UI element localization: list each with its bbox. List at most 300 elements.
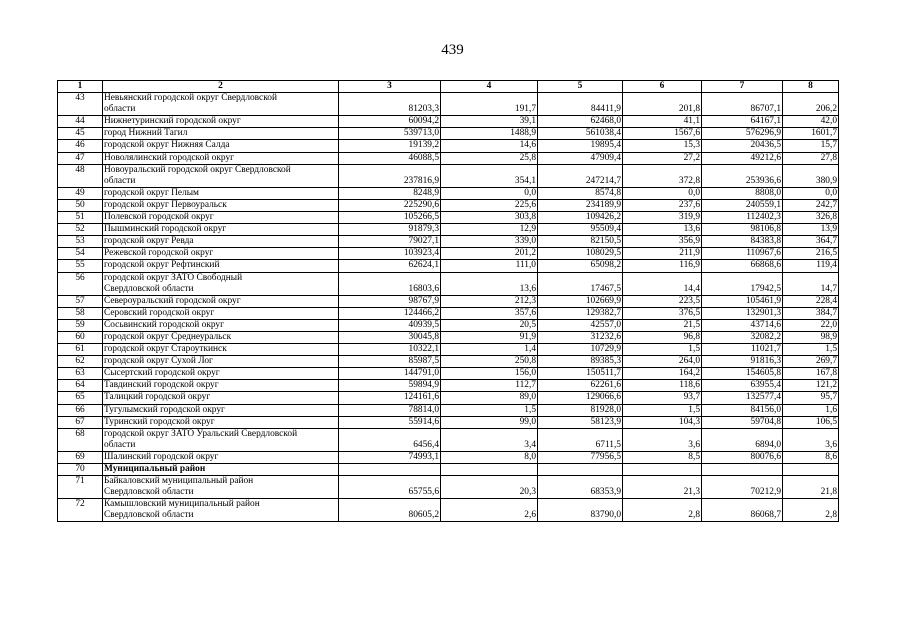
value-cell-col-8: 167,8 xyxy=(783,368,839,380)
municipality-name xyxy=(103,187,339,199)
municipality-name-line: Сосьвинский городской округ xyxy=(104,319,224,330)
municipality-name-line: Североуральский городской округ xyxy=(104,295,241,306)
value-cell-col-7: 240559,1 xyxy=(702,199,783,211)
value-cell-col-6: 13,6 xyxy=(623,224,702,236)
value-cell-col-4: 99,0 xyxy=(441,416,538,428)
table-body xyxy=(58,93,839,522)
value-cell-col-8: 106,5 xyxy=(783,416,839,428)
value-cell-col-3: 144791,0 xyxy=(339,368,441,380)
row-number: 70 xyxy=(58,464,103,476)
municipality-name-line: Свердловской области xyxy=(104,283,194,294)
municipality-name-line: Туринский городской округ xyxy=(104,416,215,427)
municipality-name-line: городской округ Рефтинский xyxy=(104,260,220,271)
value-cell-col-6: 96,8 xyxy=(623,331,702,343)
table-row xyxy=(58,224,839,236)
value-cell-col-3: 124161,6 xyxy=(339,392,441,404)
value-cell-col-5: 68353,9 xyxy=(538,476,623,499)
value-cell-col-4: 20,5 xyxy=(441,319,538,331)
value-cell-col-6: 21,5 xyxy=(623,319,702,331)
value-cell-col-6: 0,0 xyxy=(623,187,702,199)
municipality-name xyxy=(103,476,339,499)
value-cell-col-8: 98,9 xyxy=(783,331,839,343)
value-cell-col-3: 59894,9 xyxy=(339,380,441,392)
value-cell-col-7: 132577,4 xyxy=(702,392,783,404)
row-number: 55 xyxy=(58,260,103,272)
value-cell-col-8: 216,5 xyxy=(783,248,839,260)
value-cell-col-6: 201,8 xyxy=(623,93,702,116)
municipality-name-line: Режевской городской округ xyxy=(104,248,214,259)
municipality-name-line: Камышловский муниципальный район xyxy=(104,499,260,510)
value-cell-col-8: 1,6 xyxy=(783,404,839,416)
value-cell-col-3: 46088,5 xyxy=(339,152,441,164)
value-cell-col-5: 6711,5 xyxy=(538,428,623,451)
value-cell-col-4: 111,0 xyxy=(441,260,538,272)
municipality-name xyxy=(103,140,339,152)
municipality-name xyxy=(103,331,339,343)
value-cell-col-7: 70212,9 xyxy=(702,476,783,499)
value-cell-col-6: 1,5 xyxy=(623,404,702,416)
value-cell-col-8: 21,8 xyxy=(783,476,839,499)
table-row xyxy=(58,199,839,211)
municipality-name-line: Полевской городской округ xyxy=(104,212,214,223)
value-cell-col-4: 225,6 xyxy=(441,199,538,211)
value-cell-col-6: 27,2 xyxy=(623,152,702,164)
value-cell-col-4: 89,0 xyxy=(441,392,538,404)
value-cell-col-6: 237,6 xyxy=(623,199,702,211)
value-cell-col-5: 17467,5 xyxy=(538,272,623,295)
value-cell-col-7: 110967,6 xyxy=(702,248,783,260)
row-number: 43 xyxy=(58,93,103,116)
row-number: 72 xyxy=(58,499,103,522)
value-cell-col-5: 82150,5 xyxy=(538,236,623,248)
value-cell-col-3: 103923,4 xyxy=(339,248,441,260)
value-cell-col-3: 62624,1 xyxy=(339,260,441,272)
value-cell-col-6: 376,5 xyxy=(623,307,702,319)
value-cell-col-3: 91879,3 xyxy=(339,224,441,236)
row-number: 45 xyxy=(58,128,103,140)
municipality-name xyxy=(103,404,339,416)
row-number: 47 xyxy=(58,152,103,164)
value-cell-col-4: 212,3 xyxy=(441,295,538,307)
value-cell-col-8: 384,7 xyxy=(783,307,839,319)
value-cell-col-8: 2,8 xyxy=(783,499,839,522)
value-cell-col-6: 1567,6 xyxy=(623,128,702,140)
value-cell-col-3: 237816,9 xyxy=(339,164,441,187)
municipality-name xyxy=(103,319,339,331)
municipality-name xyxy=(103,356,339,368)
value-cell-col-5: 109426,2 xyxy=(538,212,623,224)
value-cell-col-3: 124466,2 xyxy=(339,307,441,319)
value-cell-col-8: 15,7 xyxy=(783,140,839,152)
value-cell-col-7: 84383,8 xyxy=(702,236,783,248)
municipality-name xyxy=(103,451,339,463)
value-cell-col-5: 47909,4 xyxy=(538,152,623,164)
header-cell: 6 xyxy=(623,81,702,93)
municipality-name xyxy=(103,295,339,307)
table-row xyxy=(58,464,839,476)
value-cell-col-4: 339,0 xyxy=(441,236,538,248)
municipality-name-line: Нижнетуринский городской округ xyxy=(104,116,241,127)
municipality-name xyxy=(103,128,339,140)
value-cell-col-7: 91816,3 xyxy=(702,356,783,368)
municipality-name xyxy=(103,199,339,211)
value-cell-col-7: 132901,3 xyxy=(702,307,783,319)
table-row xyxy=(58,416,839,428)
value-cell-col-4: 1,5 xyxy=(441,404,538,416)
value-cell-col-7: 63955,4 xyxy=(702,380,783,392)
value-cell-col-7 xyxy=(702,464,783,476)
row-number: 64 xyxy=(58,380,103,392)
value-cell-col-5: 10729,9 xyxy=(538,344,623,356)
table-row xyxy=(58,272,839,295)
row-number: 67 xyxy=(58,416,103,428)
municipality-name-line: городской округ ЗАТО Уральский Свердловской xyxy=(104,428,298,439)
value-cell-col-4: 354,1 xyxy=(441,164,538,187)
value-cell-col-3 xyxy=(339,464,441,476)
value-cell-col-8: 0,0 xyxy=(783,187,839,199)
value-cell-col-8: 228,4 xyxy=(783,295,839,307)
value-cell-col-3: 105266,5 xyxy=(339,212,441,224)
value-cell-col-3: 98767,9 xyxy=(339,295,441,307)
value-cell-col-5 xyxy=(538,464,623,476)
municipality-name xyxy=(103,380,339,392)
municipality-name xyxy=(103,368,339,380)
header-cell: 8 xyxy=(783,81,839,93)
municipality-name-line: Новоуральский городской округ Свердловской xyxy=(104,164,291,175)
header-cell: 5 xyxy=(538,81,623,93)
municipality-name-line: Байкаловский муниципальный район xyxy=(104,476,254,487)
value-cell-col-7: 576296,9 xyxy=(702,128,783,140)
value-cell-col-5: 42557,0 xyxy=(538,319,623,331)
table-row xyxy=(58,152,839,164)
value-cell-col-3: 40939,5 xyxy=(339,319,441,331)
value-cell-col-7: 8808,0 xyxy=(702,187,783,199)
municipality-name-line: Серовский городской округ xyxy=(104,307,215,318)
value-cell-col-6: 264,0 xyxy=(623,356,702,368)
municipality-name xyxy=(103,248,339,260)
table-row xyxy=(58,344,839,356)
value-cell-col-8: 242,7 xyxy=(783,199,839,211)
value-cell-col-6: 372,8 xyxy=(623,164,702,187)
municipality-name-line: Невьянский городской округ Свердловской xyxy=(104,93,277,104)
municipality-name xyxy=(103,307,339,319)
row-number: 62 xyxy=(58,356,103,368)
municipality-name xyxy=(103,416,339,428)
row-number: 51 xyxy=(58,212,103,224)
value-cell-col-4: 14,6 xyxy=(441,140,538,152)
municipality-name-line: Свердловской области xyxy=(104,487,194,498)
value-cell-col-7: 86707,1 xyxy=(702,93,783,116)
value-cell-col-4: 156,0 xyxy=(441,368,538,380)
municipality-name-line: городской округ Пелым xyxy=(104,187,199,198)
value-cell-col-8: 380,9 xyxy=(783,164,839,187)
table-row xyxy=(58,476,839,499)
value-cell-col-8: 22,0 xyxy=(783,319,839,331)
municipality-name-line: городской округ Среднеуральск xyxy=(104,331,232,342)
value-cell-col-7: 43714,6 xyxy=(702,319,783,331)
municipality-name-line: Муниципальный район xyxy=(104,464,206,474)
municipality-name-line: городской округ Сухой Лог xyxy=(104,356,213,367)
municipality-name xyxy=(103,224,339,236)
value-cell-col-6: 14,4 xyxy=(623,272,702,295)
value-cell-col-7: 11021,7 xyxy=(702,344,783,356)
municipality-name xyxy=(103,260,339,272)
value-cell-col-4: 201,2 xyxy=(441,248,538,260)
table-row xyxy=(58,319,839,331)
value-cell-col-4: 250,8 xyxy=(441,356,538,368)
table-row xyxy=(58,236,839,248)
value-cell-col-4: 25,8 xyxy=(441,152,538,164)
municipality-name-line: Тавдинский городской округ xyxy=(104,380,219,391)
value-cell-col-3: 74993,1 xyxy=(339,451,441,463)
municipality-name-line: городской округ Староуткинск xyxy=(104,344,227,355)
value-cell-col-3: 55914,6 xyxy=(339,416,441,428)
value-cell-col-6: 319,9 xyxy=(623,212,702,224)
value-cell-col-5: 31232,6 xyxy=(538,331,623,343)
municipality-name xyxy=(103,344,339,356)
municipality-name-line: области xyxy=(104,439,136,450)
table-row xyxy=(58,499,839,522)
value-cell-col-3: 30045,8 xyxy=(339,331,441,343)
header-cell: 3 xyxy=(339,81,441,93)
municipality-name-line: Свердловской области xyxy=(104,510,194,521)
value-cell-col-6: 21,3 xyxy=(623,476,702,499)
data-table xyxy=(57,80,839,522)
row-number: 60 xyxy=(58,331,103,343)
value-cell-col-6: 93,7 xyxy=(623,392,702,404)
table-row xyxy=(58,164,839,187)
table-row xyxy=(58,93,839,116)
value-cell-col-8: 119,4 xyxy=(783,260,839,272)
value-cell-col-6: 2,8 xyxy=(623,499,702,522)
municipality-name xyxy=(103,272,339,295)
row-number: 44 xyxy=(58,116,103,128)
row-number: 61 xyxy=(58,344,103,356)
value-cell-col-4: 12,9 xyxy=(441,224,538,236)
value-cell-col-5: 95509,4 xyxy=(538,224,623,236)
value-cell-col-6: 356,9 xyxy=(623,236,702,248)
row-number: 57 xyxy=(58,295,103,307)
table-row xyxy=(58,187,839,199)
municipality-name xyxy=(103,499,339,522)
row-number: 46 xyxy=(58,140,103,152)
municipality-name xyxy=(103,212,339,224)
table-row xyxy=(58,295,839,307)
value-cell-col-8: 1601,7 xyxy=(783,128,839,140)
table-row xyxy=(58,368,839,380)
value-cell-col-4: 0,0 xyxy=(441,187,538,199)
table-row xyxy=(58,356,839,368)
municipality-name xyxy=(103,464,339,476)
value-cell-col-5: 129066,6 xyxy=(538,392,623,404)
value-cell-col-5: 62261,6 xyxy=(538,380,623,392)
municipality-name-line: области xyxy=(104,175,136,186)
value-cell-col-8: 13,9 xyxy=(783,224,839,236)
table-row xyxy=(58,128,839,140)
value-cell-col-6: 41,1 xyxy=(623,116,702,128)
value-cell-col-7: 66868,6 xyxy=(702,260,783,272)
row-number: 53 xyxy=(58,236,103,248)
row-number: 69 xyxy=(58,451,103,463)
value-cell-col-7: 59704,8 xyxy=(702,416,783,428)
row-number: 63 xyxy=(58,368,103,380)
header-cell: 2 xyxy=(103,81,339,93)
municipality-name-line: Пышминский городской округ xyxy=(104,224,227,235)
value-cell-col-8 xyxy=(783,464,839,476)
row-number: 52 xyxy=(58,224,103,236)
value-cell-col-7: 80076,6 xyxy=(702,451,783,463)
value-cell-col-7: 49212,6 xyxy=(702,152,783,164)
value-cell-col-5: 150511,7 xyxy=(538,368,623,380)
value-cell-col-3: 81203,3 xyxy=(339,93,441,116)
value-cell-col-4 xyxy=(441,464,538,476)
value-cell-col-3: 6456,4 xyxy=(339,428,441,451)
municipality-name-line: городской округ Ревда xyxy=(104,236,194,247)
value-cell-col-3: 8248,9 xyxy=(339,187,441,199)
value-cell-col-5: 19895,4 xyxy=(538,140,623,152)
value-cell-col-6: 3,6 xyxy=(623,428,702,451)
value-cell-col-7: 20436,5 xyxy=(702,140,783,152)
value-cell-col-4: 20,3 xyxy=(441,476,538,499)
table-row xyxy=(58,140,839,152)
value-cell-col-4: 1,4 xyxy=(441,344,538,356)
value-cell-col-6: 116,9 xyxy=(623,260,702,272)
value-cell-col-5: 247214,7 xyxy=(538,164,623,187)
table-row xyxy=(58,380,839,392)
value-cell-col-3: 10322,1 xyxy=(339,344,441,356)
municipality-name-line: Шалинский городской округ xyxy=(104,451,219,462)
value-cell-col-3: 79027,1 xyxy=(339,236,441,248)
value-cell-col-6: 104,3 xyxy=(623,416,702,428)
value-cell-col-4: 91,9 xyxy=(441,331,538,343)
table-row xyxy=(58,260,839,272)
value-cell-col-3: 60094,2 xyxy=(339,116,441,128)
value-cell-col-8: 95,7 xyxy=(783,392,839,404)
value-cell-col-6 xyxy=(623,464,702,476)
value-cell-col-7: 32082,2 xyxy=(702,331,783,343)
value-cell-col-8: 121,2 xyxy=(783,380,839,392)
municipality-name-line: Сысертский городской округ xyxy=(104,368,220,379)
value-cell-col-5: 561038,4 xyxy=(538,128,623,140)
value-cell-col-7: 253936,6 xyxy=(702,164,783,187)
municipality-name xyxy=(103,236,339,248)
table-row xyxy=(58,116,839,128)
value-cell-col-4: 2,6 xyxy=(441,499,538,522)
value-cell-col-4: 3,4 xyxy=(441,428,538,451)
row-number: 66 xyxy=(58,404,103,416)
value-cell-col-4: 357,6 xyxy=(441,307,538,319)
municipality-name-line: городской округ Первоуральск xyxy=(104,199,227,210)
value-cell-col-3: 78814,0 xyxy=(339,404,441,416)
value-cell-col-4: 39,1 xyxy=(441,116,538,128)
value-cell-col-3: 65755,6 xyxy=(339,476,441,499)
municipality-name-line: город Нижний Тагил xyxy=(104,128,188,139)
municipality-name-line: Новолялинский городской округ xyxy=(104,152,234,163)
value-cell-col-7: 98106,8 xyxy=(702,224,783,236)
value-cell-col-7: 112402,3 xyxy=(702,212,783,224)
header-row xyxy=(58,81,839,93)
value-cell-col-5: 8574,8 xyxy=(538,187,623,199)
municipality-name xyxy=(103,152,339,164)
value-cell-col-6: 164,2 xyxy=(623,368,702,380)
row-number: 54 xyxy=(58,248,103,260)
value-cell-col-5: 89385,3 xyxy=(538,356,623,368)
value-cell-col-5: 81928,0 xyxy=(538,404,623,416)
value-cell-col-4: 13,6 xyxy=(441,272,538,295)
value-cell-col-4: 191,7 xyxy=(441,93,538,116)
page-number: 439 xyxy=(441,42,464,58)
value-cell-col-7: 64167,1 xyxy=(702,116,783,128)
value-cell-col-5: 83790,0 xyxy=(538,499,623,522)
value-cell-col-6: 223,5 xyxy=(623,295,702,307)
value-cell-col-4: 112,7 xyxy=(441,380,538,392)
value-cell-col-6: 15,3 xyxy=(623,140,702,152)
value-cell-col-5: 65098,2 xyxy=(538,260,623,272)
value-cell-col-8: 14,7 xyxy=(783,272,839,295)
value-cell-col-3: 539713,0 xyxy=(339,128,441,140)
value-cell-col-8: 27,8 xyxy=(783,152,839,164)
value-cell-col-8: 8,6 xyxy=(783,451,839,463)
municipality-name xyxy=(103,164,339,187)
row-number: 58 xyxy=(58,307,103,319)
value-cell-col-7: 17942,5 xyxy=(702,272,783,295)
value-cell-col-6: 211,9 xyxy=(623,248,702,260)
value-cell-col-8: 42,0 xyxy=(783,116,839,128)
row-number: 71 xyxy=(58,476,103,499)
row-number: 50 xyxy=(58,199,103,211)
table-row xyxy=(58,428,839,451)
value-cell-col-5: 102669,9 xyxy=(538,295,623,307)
municipality-name-line: городской округ ЗАТО Свободный xyxy=(104,272,243,283)
value-cell-col-4: 8,0 xyxy=(441,451,538,463)
row-number: 59 xyxy=(58,319,103,331)
value-cell-col-7: 154605,8 xyxy=(702,368,783,380)
municipality-name-line: городской округ Нижняя Салда xyxy=(104,140,230,151)
value-cell-col-5: 62468,0 xyxy=(538,116,623,128)
value-cell-col-3: 19139,2 xyxy=(339,140,441,152)
value-cell-col-4: 303,8 xyxy=(441,212,538,224)
row-number: 49 xyxy=(58,187,103,199)
value-cell-col-6: 118,6 xyxy=(623,380,702,392)
value-cell-col-8: 3,6 xyxy=(783,428,839,451)
value-cell-col-7: 105461,9 xyxy=(702,295,783,307)
table-row xyxy=(58,331,839,343)
value-cell-col-3: 80605,2 xyxy=(339,499,441,522)
value-cell-col-5: 234189,9 xyxy=(538,199,623,211)
value-cell-col-3: 85987,5 xyxy=(339,356,441,368)
table-row xyxy=(58,248,839,260)
header-cell: 7 xyxy=(702,81,783,93)
table-row xyxy=(58,404,839,416)
value-cell-col-5: 77956,5 xyxy=(538,451,623,463)
municipality-name-line: области xyxy=(104,104,136,115)
row-number: 56 xyxy=(58,272,103,295)
value-cell-col-5: 84411,9 xyxy=(538,93,623,116)
value-cell-col-6: 8,5 xyxy=(623,451,702,463)
municipality-name xyxy=(103,428,339,451)
value-cell-col-7: 6894,0 xyxy=(702,428,783,451)
table-row xyxy=(58,212,839,224)
value-cell-col-3: 225290,6 xyxy=(339,199,441,211)
table-row xyxy=(58,451,839,463)
header-cell: 1 xyxy=(58,81,103,93)
row-number: 68 xyxy=(58,428,103,451)
municipality-name xyxy=(103,392,339,404)
municipality-name-line: Тугулымский городской округ xyxy=(104,404,225,415)
value-cell-col-8: 326,8 xyxy=(783,212,839,224)
row-number: 48 xyxy=(58,164,103,187)
value-cell-col-6: 1,5 xyxy=(623,344,702,356)
